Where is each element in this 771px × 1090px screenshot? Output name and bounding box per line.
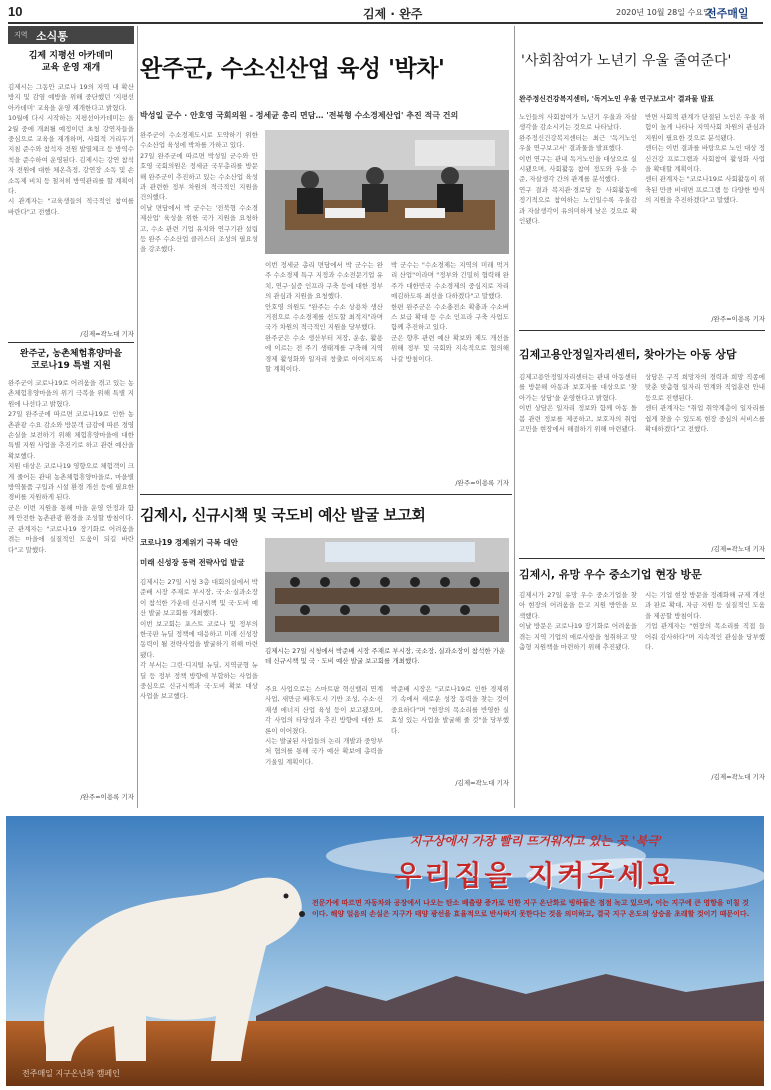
right-lead-headline: '사회참여가 노년기 우울 줄여준다' — [521, 53, 732, 69]
right-lead-body-col-2: 반면 사회적 관계가 단절된 노인은 우울 위험이 높게 나타나 지역사회 차원의 관심과 지원이 필요한 것으로 분석됐다. 센터는 이번 결과를 바탕으로 노인 대상 정신건강 프로그램과 사회참여 활성화 사업을 확대할 계획이다. 센터 관계자는 "코로나19로 사회활동이 위축된 만큼 비대면 프로그램 등 다양한 방식의 지원을 추진하겠다"고 말했다. — [645, 113, 765, 205]
lead-body-col-3: 박 군수는 "수소경제는 지역의 미래 먹거리 산업"이라며 "정부와 긴밀히 협력해 완주가 대한민국 수소경제의 중심지로 자리매김하도록 최선을 다하겠다"고 말했다. 한편 완주군은 수소충전소 확충과 수소버스 보급 확대 등 수소 인프라 구축 사업도 함께 추진하고 있다. 군은 향후 관련 예산 확보와 제도 개선을 위해 정부 및 국회와 지속적으로 협의해 나갈 방침이다. — [391, 261, 509, 363]
issue-date: 2020년 10월 28일 수요일 — [616, 8, 711, 17]
lead-body-col-1: 완주군이 수소경제도시로 도약하기 위한 수소산업 육성에 박차를 가하고 있다. 27일 완주군에 따르면 박성일 군수와 안호영 국회의원은 정세균 국무총리를 방문해 완주군이 추진하고 있는 수소산업 육성과 관련한 정부 차원의 적극적인 지원을 건의했다. 이날 면담에서 박 군수는 '전북형 수소경제산업' 육성을 위한 국가 지원을 요청하고, 수소 관련 기업 유치와 연구기관 설립 등 완주 수소산업 클러스터 조성의 필요성을 강조했다. — [140, 131, 258, 254]
sidebar-story-2-body: 완주군이 코로나19로 어려움을 겪고 있는 농촌체험휴양마을의 위기 극복을 위해 특별 지원에 나선다고 밝혔다. 27일 완주군에 따르면 코로나19로 인한 농촌관광 수요 감소와 방문객 급감에 따른 경영 손실을 보전하기 위해 체험휴양마을에 대한 특별 지원 사업을 추진키로 하고 관련 예산을 확보했다. 지원 대상은 코로나19 영향으로 체험객이 크게 줄어든 관내 농촌체험휴양마을로, 마을별 방역물품 구입과 시설 환경 개선 등에 필요한 경비를 지원하게 된다. 군은 이번 지원을 통해 마을 운영 안정과 함께 안전한 농촌관광 환경을 조성할 방침이다. 군 관계자는 "코로나19 장기화로 어려움을 겪는 마을에 실질적인 도움이 되길 바란다"고 말했다. — [8, 379, 134, 554]
conference-photo-illustration — [265, 538, 509, 642]
youth-center-body-col-1: 김제고용안정일자리센터는 관내 아동센터를 방문해 아동과 보호자를 대상으로 '찾아가는 상담'을 운영한다고 밝혔다. 이번 상담은 일자리 정보와 함께 아동 돌봄 관련 정보를 제공하고, 보호자의 취업 고민을 현장에서 해결하기 위해 마련됐다. — [519, 373, 637, 434]
newspaper-name: 전주매일 — [706, 7, 749, 20]
kimje-report-sub-2: 미래 신성장 동력 전략사업 발굴 — [140, 558, 245, 567]
divider — [519, 558, 765, 559]
sidebar-story-2-title: 완주군, 농촌체험휴양마을 코로나19 특별 지원 — [19, 349, 123, 371]
kimje-report-headline: 김제시, 신규시책 및 국도비 예산 발굴 보고회 — [140, 506, 426, 524]
youth-center-headline: 김제고용안정일자리센터, 찾아가는 아동 상담 — [519, 348, 737, 361]
column-divider — [514, 26, 515, 808]
ad-tagline: 지구상에서 가장 빨리 뜨거워지고 있는 곳 '북극' — [409, 834, 663, 848]
right-lead-subheadline: 완주정신건강복지센터, '독거노인 우울 연구보고서' 결과물 발표 — [519, 95, 714, 103]
meeting-photo-illustration — [265, 130, 509, 254]
divider — [8, 342, 134, 343]
sidebar-story-1-body: 김제시는 그동안 코로나 19의 지역 내 확산 방지 및 감염 예방을 위해 중단했던 '지평선아카데미' 교육을 운영 재개한다고 밝혔다. 10월에 다시 시작하는 지평선아카데미는 올 2월 중에 개최될 예정이던 초청 강연자들을 중심으로 교육을 재개하며, 사회적 거리두기 지침 준수와 참석자 전원 발열체크 등 방역수칙을 준수하여 운영된다. 김제시는 강연 참석자 전원에 대한 체온측정, 강연장 소독 및 손 소독제 비치 등 철저히 방역관리를 할 계획이다. 시 관계자는 "교육생들의 적극적인 참여를 바란다"고 전했다. — [8, 83, 134, 216]
ad-credit: 전주매일 지구온난화 캠페인 — [22, 1069, 120, 1078]
lead-meeting-photo — [265, 130, 509, 254]
kimje-report-byline: /김제=곽노대 기자 — [455, 779, 509, 787]
divider — [519, 330, 765, 331]
lead-subheadline: 박성일 군수 · 안호영 국회의원 - 정세균 총리 면담… '전북형 수소경제산업' 추진 적극 건의 — [140, 111, 459, 120]
section-name: 김제 · 완주 — [363, 7, 423, 21]
lead-headline: 완주군, 수소신산업 육성 '박차' — [140, 56, 445, 82]
column-divider — [137, 26, 138, 808]
sme-visit-body-col-1: 김제시가 27일 유망 우수 중소기업을 찾아 현장의 어려움을 듣고 지원 방안을 모색했다. 이날 방문은 코로나19 장기화로 어려움을 겪는 지역 기업의 애로사항을 청취하고 맞춤형 지원책을 마련하기 위해 추진됐다. — [519, 591, 637, 652]
kimje-report-body-col-1: 김제시는 27일 시청 3층 대회의실에서 박준배 시장 주재로 부시장, 국·소·실과소장이 참석한 가운데 신규시책 및 국·도비 예산 발굴 보고회를 개최했다. 이번 보고회는 포스트 코로나 및 정부의 한국판 뉴딜 정책에 대응하고 미래 신성장 동력이 될 전략사업을 발굴하기 위해 마련됐다. 각 부서는 그린·디지털 뉴딜, 지역균형 뉴딜 등 정부 정책 방향에 부합하는 사업을 중심으로 신규시책과 국·도비 확보 대상 사업을 보고했다. — [140, 578, 258, 701]
page-header — [8, 4, 763, 24]
sidebar-story-2-byline: /완주=이용록 기자 — [80, 793, 134, 801]
ad-body-text: 전문가에 따르면 자동차와 공장에서 나오는 탄소 배출량 증가로 인한 지구 온난화로 빙하들은 점점 녹고 있으며, 이는 지구에 큰 영향을 미칠 것이다. 해양 얼음의 손실은 지구가 태양 광선을 효율적으로 반사하지 못한다는 것을 의미하고, 결국 지구 온도의 상승을 초래할 것이기 때문이다. — [312, 899, 750, 918]
sidebar-tag-big: 소식통 — [36, 30, 68, 43]
lead-body-col-2: 이번 정세균 총리 면담에서 박 군수는 완주 수소경제 특구 지정과 수소전문기업 유치, 연구·실증 인프라 구축 등에 대한 정부의 관심과 지원을 요청했다. 안호영 의원도 "완주는 수소 상용차 생산 거점으로 수소경제를 선도할 최적지"라며 국가 차원의 적극적인 지원을 당부했다. 완주군은 수소 생산부터 저장, 운송, 활용에 이르는 전 주기 생태계를 구축해 지역 경제 활성화와 일자리 창출로 이어지도록 할 계획이다. — [265, 261, 383, 374]
ad-headline: 우리집을 지켜주세요 — [394, 859, 678, 892]
youth-center-body-col-2: 상담은 구직 희망자의 경력과 희망 직종에 맞춘 맞춤형 일자리 연계와 직업훈련 안내 등으로 진행된다. 센터 관계자는 "취업 취약계층이 일자리를 쉽게 찾을 수 있도록 현장 중심의 서비스를 확대하겠다"고 전했다. — [645, 373, 765, 434]
page-number: 10 — [8, 4, 23, 19]
sme-visit-headline: 김제시, 유망 우수 중소기업 현장 방문 — [519, 568, 702, 581]
kimje-report-body-col-2: 주요 사업으로는 스마트팜 혁신밸리 연계사업, 새만금 배후도시 기반 조성, 수소·신재생 에너지 산업 육성 등이 보고됐으며, 각 사업의 타당성과 추진 방향에 대한 토론이 이어졌다. 시는 발굴된 사업들의 논리 개발과 중앙부처 협의를 통해 국가 예산 확보에 총력을 기울일 계획이다. — [265, 685, 383, 766]
sidebar-story-1-title: 김제 지평선 아카데미 교육 운영 재개 — [28, 51, 114, 73]
lead-byline: /완주=이용록 기자 — [455, 479, 509, 487]
sidebar-tag-small: 지역 — [14, 31, 28, 39]
climate-ad-banner — [6, 816, 764, 1086]
kimje-report-photo-caption: 김제시는 27일 시청에서 박준배 시장 주재로 부시장, 국소장, 실과소장이 참석한 가운데 신규시책 및 국 · 도비 예산 발굴 보고회를 개최했다. — [265, 647, 506, 665]
sme-visit-body-col-2: 시는 기업 현장 방문을 정례화해 규제 개선과 판로 확대, 자금 지원 등 실질적인 도움을 제공할 방침이다. 기업 관계자는 "현장의 목소리를 직접 들어줘 감사하다"며 지속적인 관심을 당부했다. — [645, 591, 765, 652]
kimje-report-sub-1: 코로나19 경제위기 극복 대안 — [140, 538, 238, 547]
sidebar-column — [8, 26, 134, 808]
sme-visit-byline: /김제=곽노대 기자 — [711, 773, 765, 781]
sidebar-story-1-byline: /김제=곽노대 기자 — [80, 330, 134, 338]
right-lead-body-col-1: 노인들의 사회참여가 노년기 우울과 자살생각을 감소시키는 것으로 나타났다. 완주정신건강복지센터는 최근 '독거노인 우울 연구보고서' 결과물을 발표했다. 이번 연구는 관내 독거노인을 대상으로 실시됐으며, 사회활동 참여 정도와 우울 수준, 자살생각 간의 관계를 분석했다. 연구 결과 복지관·경로당 등 사회활동에 정기적으로 참여하는 노인일수록 우울감과 자살생각이 유의미하게 낮은 것으로 확인됐다. — [519, 113, 637, 226]
kimje-report-photo — [265, 538, 509, 642]
divider — [140, 494, 512, 495]
youth-center-byline: /김제=곽노대 기자 — [711, 545, 765, 553]
sidebar-tag — [8, 26, 134, 44]
kimje-report-body-col-3: 박준배 시장은 "코로나19로 인한 경제위기 속에서 새로운 성장 동력을 찾는 것이 중요하다"며 "현장의 목소리를 반영한 실효성 있는 사업을 발굴해 줄 것"을 당부했다. — [391, 685, 512, 735]
right-lead-byline: /완주=이용록 기자 — [711, 315, 765, 323]
